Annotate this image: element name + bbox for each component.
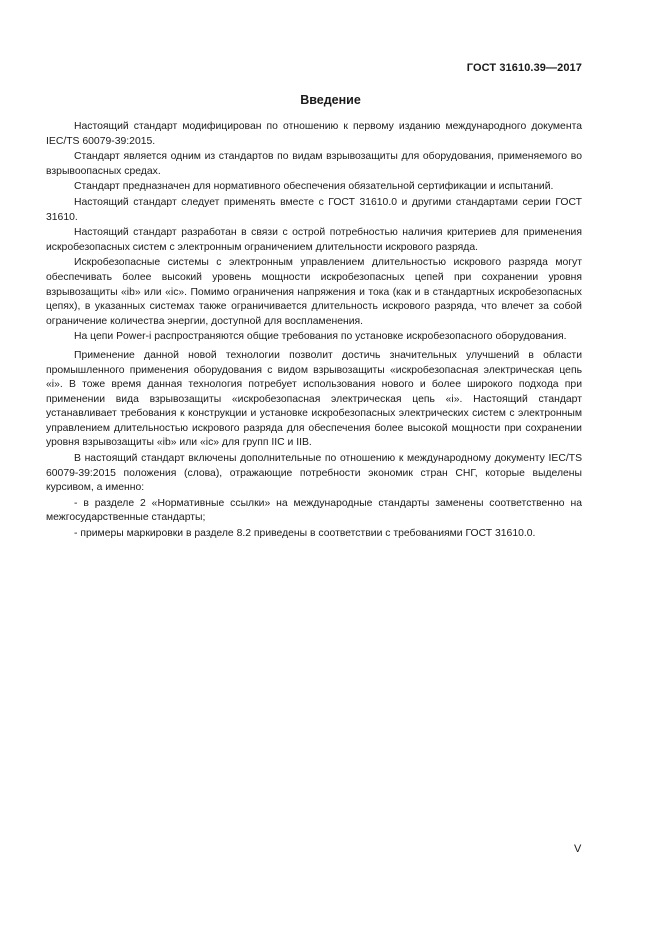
- paragraph-7: На цепи Power-i распространяются общие требования по установке искробезопасного оборудования.: [74, 331, 567, 343]
- list-item-1: - в разделе 2 «Нормативные ссылки» на международные стандарты заменены соответственно на межгосударственные стандарты;: [46, 497, 582, 524]
- standard-header: ГОСТ 31610.39—2017: [466, 62, 582, 74]
- paragraph-2: Стандарт является одним из стандартов по видам взрывозащиты для оборудования, применяемого во взрывоопасных средах.: [46, 151, 582, 177]
- paragraph-8: Применение данной новой технологии позволит достичь значительных улучшений в области промышленного применения оборудования с видом взрывозащиты «искробезопасная электрическая цепь «i». В тоже время данная технология потребует использования нового и более широкого подхода при применении вида взрывозащиты «искробезопасная электрическая цепь «i». Настоящий стандарт устанавливает требования к конструкции и установке искробезопасных электрических систем с электронным управлением длительностью искрового разряда для обеспечения более высокой мощности при сохранении уровня взрывозащиты «ib» или «ic» для групп IIC и IIB.: [46, 349, 582, 449]
- paragraph-9: В настоящий стандарт включены дополнительные по отношению к международному документу IEC/TS 60079-39:2015 положения (слова), отражающие потребности экономик стран СНГ, которые выделены курсивом, а именно:: [46, 453, 582, 494]
- paragraph-5: Настоящий стандарт разработан в связи с острой потребностью наличия критериев для применения искробезопасных систем с электронным ограничением длительности искрового разряда.: [46, 227, 582, 253]
- list-item-2: - примеры маркировки в разделе 8.2 приведены в соответствии с требованиями ГОСТ 31610.0.: [74, 528, 536, 540]
- paragraph-3: Стандарт предназначен для нормативного обеспечения обязательной сертификации и испытаний.: [74, 181, 554, 193]
- section-title: Введение: [300, 93, 361, 107]
- paragraph-4: Настоящий стандарт следует применять вместе с ГОСТ 31610.0 и другими стандартами серии ГОСТ 31610.: [46, 196, 582, 223]
- introduction-body: [46, 120, 582, 542]
- page-number: V: [574, 843, 582, 855]
- paragraph-6: Искробезопасные системы с электронным управлением длительностью искрового разряда могут обеспечивать более высокий уровень мощности искробезопасных цепей при сохранении уровня взрывозащиты «ib» или «ic». Помимо ограничения напряжения и тока (как и в стандартных искробезопасных цепях), в указанных системах также ограничивается длительность искрового разряда, что влечет за собой ограничение количества энергии, доступной для воспламенения.: [46, 257, 582, 327]
- paragraph-1: Настоящий стандарт модифицирован по отношению к первому изданию международного документа IEC/TS 60079-39:2015.: [46, 121, 582, 147]
